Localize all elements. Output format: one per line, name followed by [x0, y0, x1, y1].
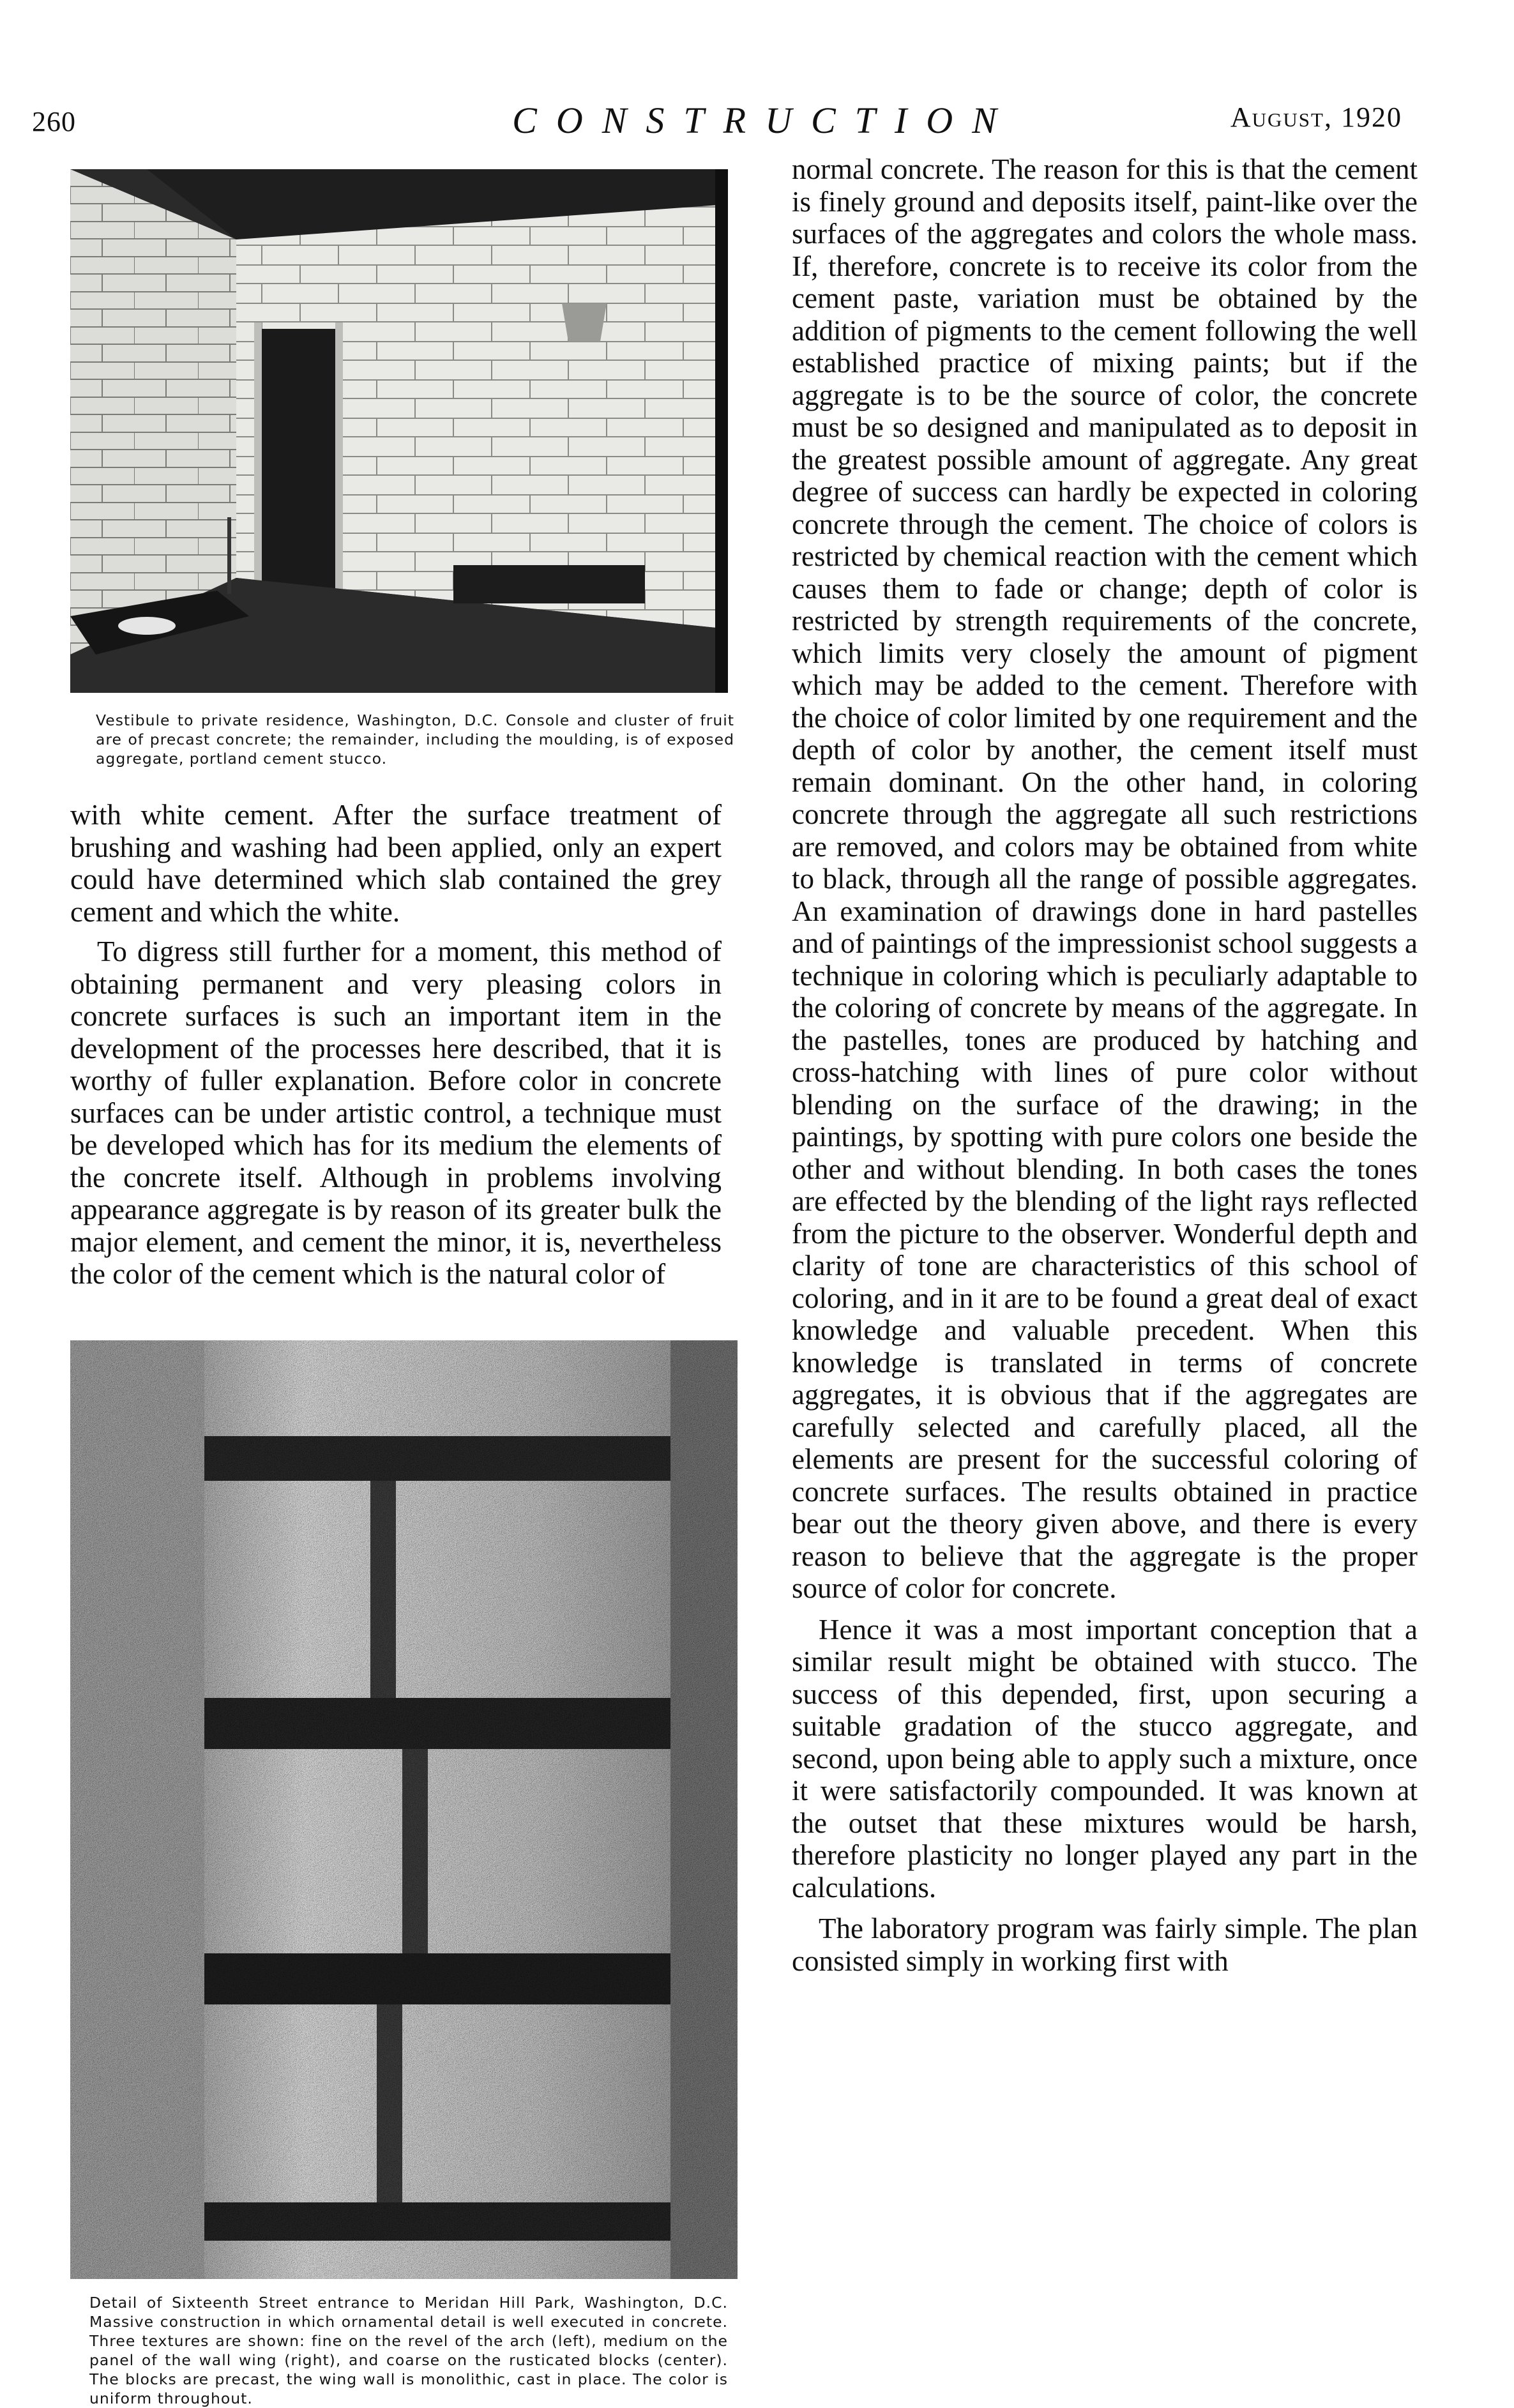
entrance-caption: Detail of Sixteenth Street entrance to Meridan Hill Park, Washington, D.C. Massive construction in which ornamental detail is well executed in concrete. Three textures are shown: fine on the revel of the arch (left), medium on the panel of the wall wing (right), and coarse on the rusticated blocks (center). The blocks are precast, the wing wall is monolithic, cast in place. The color is uniform throughout. — [89, 2293, 728, 2407]
vestibule-photo — [70, 169, 728, 693]
figure-entrance — [70, 1340, 728, 2408]
paragraph: The laboratory program was fairly simple. The plan consisted simply in working first with — [792, 1912, 1418, 1977]
page-number: 260 — [32, 106, 76, 137]
running-title: CONSTRUCTION — [512, 100, 1016, 141]
issue-date: August, 1920 — [1230, 102, 1402, 133]
paragraph: Hence it was a most important conception that a similar result might be obtained with stucco. The success of this depended, first, upon securing a suitable gradation of the stucco aggregate, and second, upon being able to apply such a mixture, once it were satisfactorily compounded. It was known at the outset that these mixtures would be harsh, therefore plasticity no longer played any part in the calculations. — [792, 1613, 1418, 1904]
right-column — [792, 153, 1418, 1977]
paragraph: To digress still further for a moment, this method of obtaining permanent and very pleasing colors in concrete surfaces is such an important item in the development of the processes here described, that it is worthy of fuller explanation. Before color in concrete surfaces can be under artistic control, a technique must be developed which has for its medium the elements of the concrete itself. Although in problems involving appearance aggregate is by reason of its greater bulk the major element, and cement the minor, it is, nevertheless the color of the cement which is the natural color of — [70, 935, 722, 1290]
left-text-block — [70, 799, 722, 1291]
vestibule-caption: Vestibule to private residence, Washington, D.C. Console and cluster of fruit are of precast concrete; the remainder, including the moulding, is of exposed aggregate, portland cement stucco. — [96, 711, 734, 768]
paragraph: with white cement. After the surface treatment of brushing and washing had been applied, only an expert could have determined which slab contained the grey cement and which the white. — [70, 799, 722, 928]
entrance-photo — [70, 1340, 738, 2279]
figure-vestibule — [70, 169, 734, 768]
left-column — [70, 169, 734, 2408]
paragraph: normal concrete. The reason for this is that the cement is finely ground and deposits itself, paint-like over the surfaces of the aggregates and colors the whole mass. If, therefore, concrete is to receive its color from the cement paste, variation must be obtained by the addition of pigments to the cement following the well established practice of mixing paints; but if the aggregate is to be the source of color, the concrete must be so designed and manipulated as to deposit in the greatest possible amount of aggregate. Any great degree of success can hardly be expected in coloring concrete through the cement. The choice of colors is restricted by chemical reaction with the cement which causes them to fade or change; depth of color is restricted by strength requirements of the concrete, which limits very closely the amount of pigment which may be added to the cement. Therefore with the choice of color limited by one requirement and the depth of color by another, the cement itself must remain dominant. On the other hand, in coloring concrete through the aggregate all such restrictions are removed, and colors may be obtained from white to black, through all the range of possible aggregates. An examination of drawings done in hard pastelles and of paintings of the impressionist school suggests a technique in coloring which is peculiarly adaptable to the coloring of concrete by means of the aggregate. In the pastelles, tones are produced by hatching and cross-hatching with lines of pure color without blending on the surface of the drawing; in the paintings, by spotting with pure colors one beside the other and without blending. In both cases the tones are effected by the blending of the light rays reflected from the picture to the observer. Wonderful depth and clarity of tone are characteristics of this school of coloring, and in it are to be found a great deal of exact knowledge and valuable precedent. When this knowledge is translated in terms of concrete aggregates, it is obvious that if the aggregates are carefully selected and carefully placed, all the elements are present for the successful coloring of concrete surfaces. The results obtained in practice bear out the theory given above, and there is every reason to believe that the aggregate is the proper source of color for concrete. — [792, 153, 1418, 1604]
